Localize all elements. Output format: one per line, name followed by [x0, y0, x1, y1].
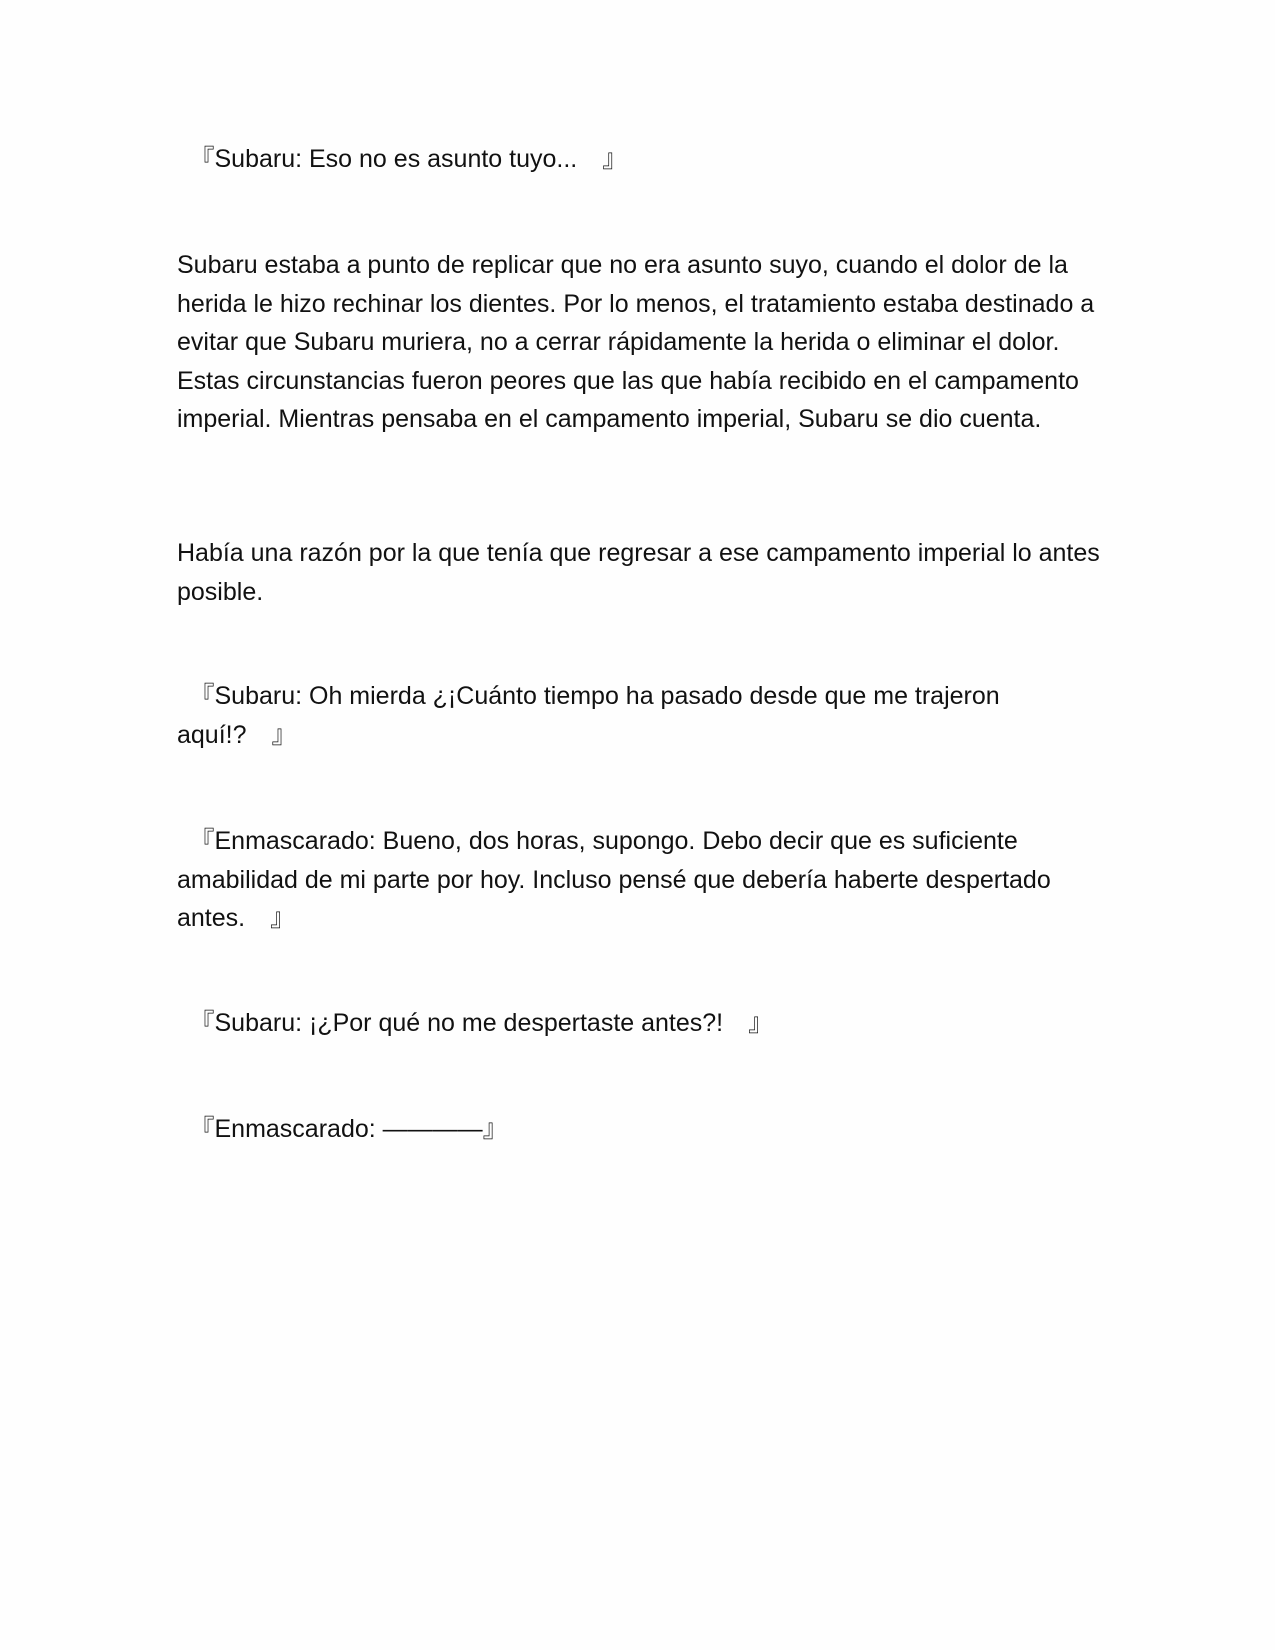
dialogue-enmascarado-1: 『Enmascarado: Bueno, dos horas, supongo. Debo decir que es suficiente amabilidad de mi parte por hoy. Incluso pensé que debería haberte despertado antes. 』: [177, 827, 1051, 932]
dialogue-enmascarado-2: 『Enmascarado: ————』: [177, 1115, 508, 1143]
dialogue-subaru-2: 『Subaru: Oh mierda ¿¡Cuánto tiempo ha pasado desde que me trajeron aquí!? 』: [177, 682, 1000, 749]
dialogue-subaru-1: 『Subaru: Eso no es asunto tuyo... 』: [177, 145, 628, 173]
narration-paragraph-1: Subaru estaba a punto de replicar que no era asunto suyo, cuando el dolor de la herida le hizo rechinar los dientes. Por lo menos, el tratamiento estaba destinado a evitar que Subaru muriera, no a cerrar rápidamente la herida o eliminar el dolor. Estas circunstancias fueron peores que las que había recibido en el campamento imperial. Mientras pensaba en el campamento imperial, Subaru se dio cuenta.: [177, 251, 1095, 433]
dialogue-subaru-3: 『Subaru: ¡¿Por qué no me despertaste antes?! 』: [177, 1009, 774, 1037]
narration-paragraph-2: Había una razón por la que tenía que regresar a ese campamento imperial lo antes posible.: [177, 539, 1100, 606]
